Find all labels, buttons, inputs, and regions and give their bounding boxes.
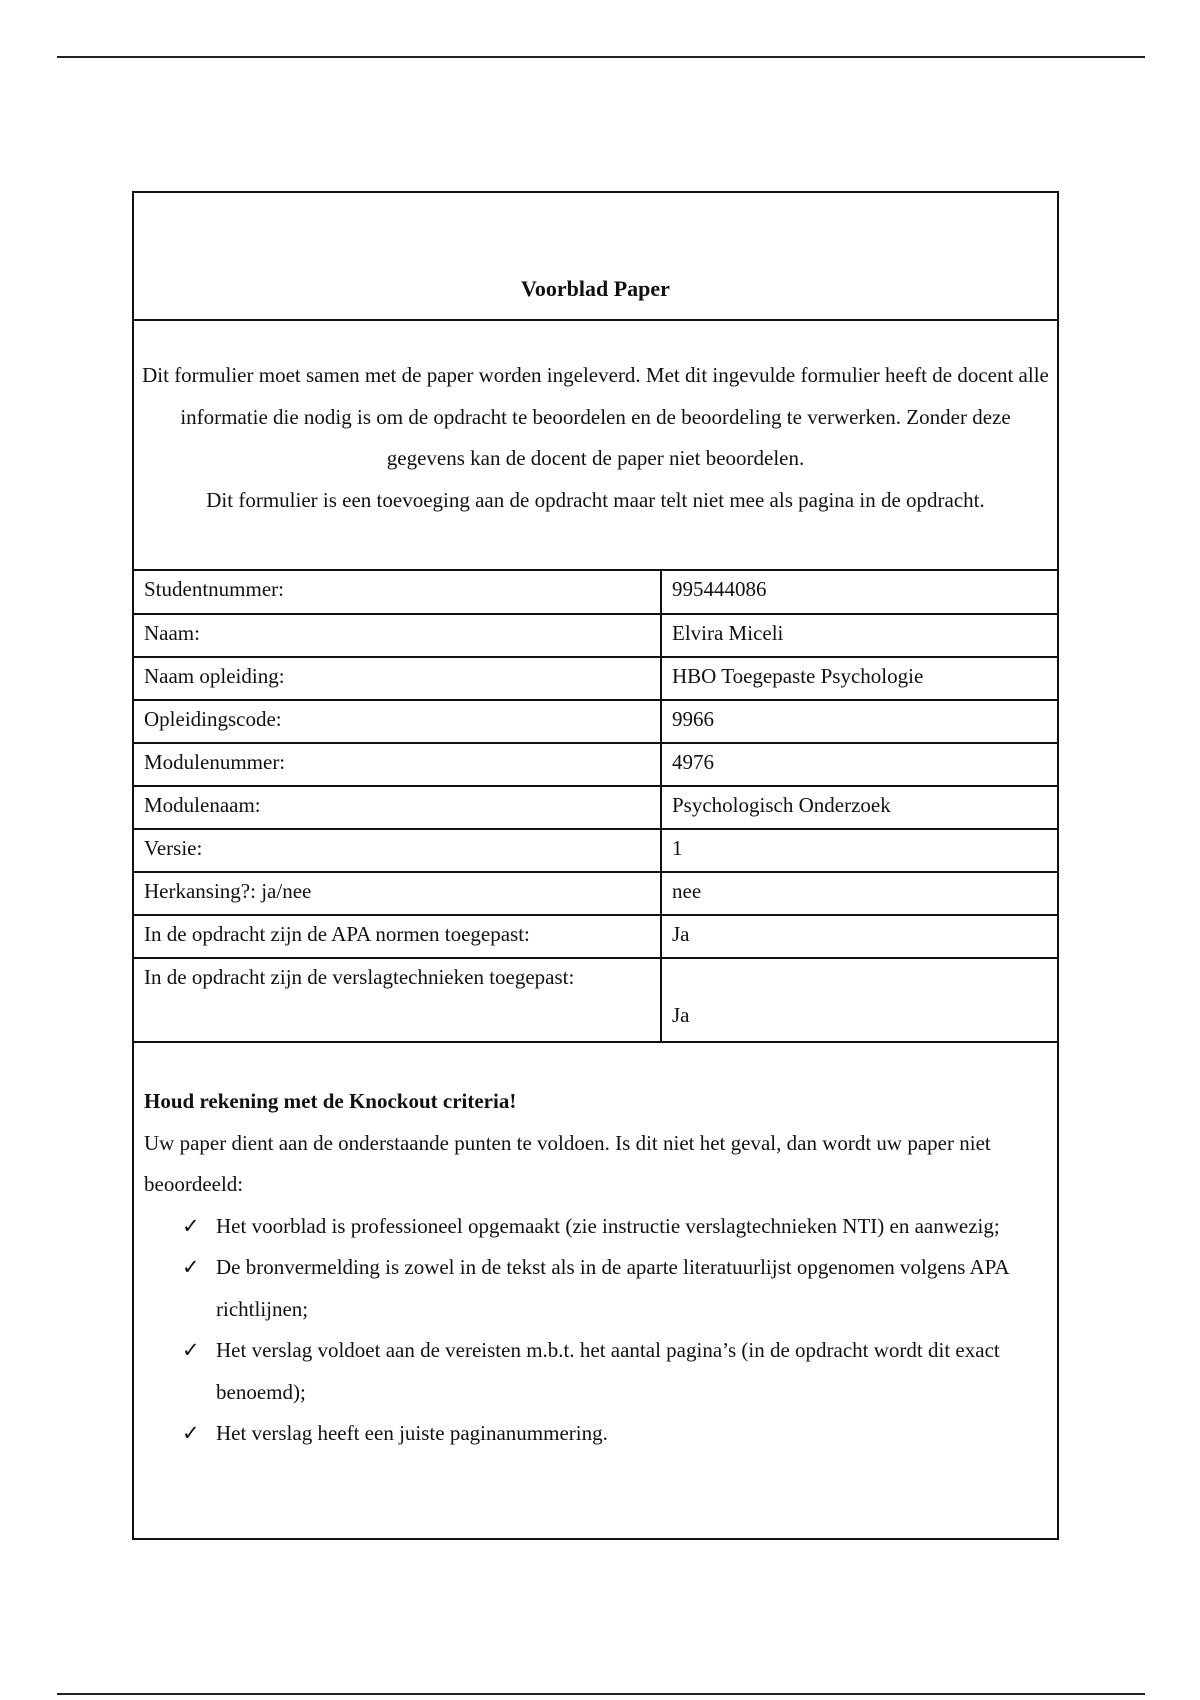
- field-label: Versie:: [134, 829, 661, 872]
- knockout-section: [134, 1043, 1057, 1455]
- list-item-text: Het verslag heeft een juiste paginanummering.: [216, 1421, 608, 1445]
- intro-section: [134, 321, 1057, 571]
- top-rule: [57, 56, 1145, 58]
- intro-paragraph: Dit formulier moet samen met de paper worden ingeleverd. Met dit ingevulde formulier heeft de docent alle informatie die nodig is om de opdracht te beoordelen en de beoordeling te verwerken. Zonder deze gegevens kan de docent de paper niet beoordelen.: [142, 363, 1049, 470]
- field-value: 995444086: [661, 571, 1057, 614]
- field-label: Studentnummer:: [134, 571, 661, 614]
- field-label: Modulenummer:: [134, 743, 661, 786]
- field-value: Ja: [661, 915, 1057, 958]
- title-row: [134, 193, 1057, 321]
- checkmark-icon: ✓: [182, 1338, 200, 1362]
- field-value: Psychologisch Onderzoek: [661, 786, 1057, 829]
- field-value: Elvira Miceli: [661, 614, 1057, 657]
- table-row: [134, 614, 1057, 657]
- table-row: [134, 829, 1057, 872]
- field-label: Modulenaam:: [134, 786, 661, 829]
- field-value: HBO Toegepaste Psychologie: [661, 657, 1057, 700]
- knockout-text: Uw paper dient aan de onderstaande punten te voldoen. Is dit niet het geval, dan wordt uw paper niet beoordeeld:: [144, 1130, 991, 1196]
- table-row: [134, 657, 1057, 700]
- list-item-text: De bronvermelding is zowel in de tekst als in de aparte literatuurlijst opgenomen volgens APA richtlijnen;: [216, 1255, 1009, 1321]
- knockout-heading: Houd rekening met de Knockout criteria!: [144, 1089, 517, 1113]
- table-row: [134, 786, 1057, 829]
- list-item: [182, 1247, 1047, 1330]
- table-row: [134, 915, 1057, 958]
- table-row: [134, 743, 1057, 786]
- field-label: In de opdracht zijn de verslagtechnieken toegepast:: [134, 958, 661, 1042]
- page-title: Voorblad Paper: [521, 276, 670, 301]
- field-value: nee: [661, 872, 1057, 915]
- list-item: [182, 1413, 1047, 1455]
- list-item-text: Het voorblad is professioneel opgemaakt (zie instructie verslagtechnieken NTI) en aanwezig;: [216, 1213, 1000, 1238]
- field-label: In de opdracht zijn de APA normen toegepast:: [134, 915, 661, 958]
- checkmark-icon: ✓: [182, 1213, 200, 1238]
- knockout-list: [144, 1206, 1047, 1455]
- checkmark-icon: ✓: [182, 1255, 200, 1279]
- list-item: [182, 1206, 1047, 1248]
- list-item: [182, 1330, 1047, 1413]
- intro-paragraph: Dit formulier is een toevoeging aan de opdracht maar telt niet mee als pagina in de opdracht.: [206, 487, 985, 512]
- cover-sheet-form: [132, 191, 1059, 1540]
- checkmark-icon: ✓: [182, 1421, 200, 1445]
- table-row: [134, 571, 1057, 614]
- field-value: 4976: [661, 743, 1057, 786]
- field-label: Naam:: [134, 614, 661, 657]
- field-label: Naam opleiding:: [134, 657, 661, 700]
- field-label: Opleidingscode:: [134, 700, 661, 743]
- bottom-rule: [57, 1693, 1145, 1695]
- table-row: [134, 958, 1057, 1042]
- field-value: 9966: [661, 700, 1057, 743]
- student-info-table: [134, 571, 1057, 1043]
- list-item-text: Het verslag voldoet aan de vereisten m.b.t. het aantal pagina’s (in de opdracht wordt dit exact benoemd);: [216, 1338, 1000, 1404]
- table-row: [134, 700, 1057, 743]
- field-value: 1: [661, 829, 1057, 872]
- table-row: [134, 872, 1057, 915]
- field-value: Ja: [661, 958, 1057, 1042]
- field-label: Herkansing?: ja/nee: [134, 872, 661, 915]
